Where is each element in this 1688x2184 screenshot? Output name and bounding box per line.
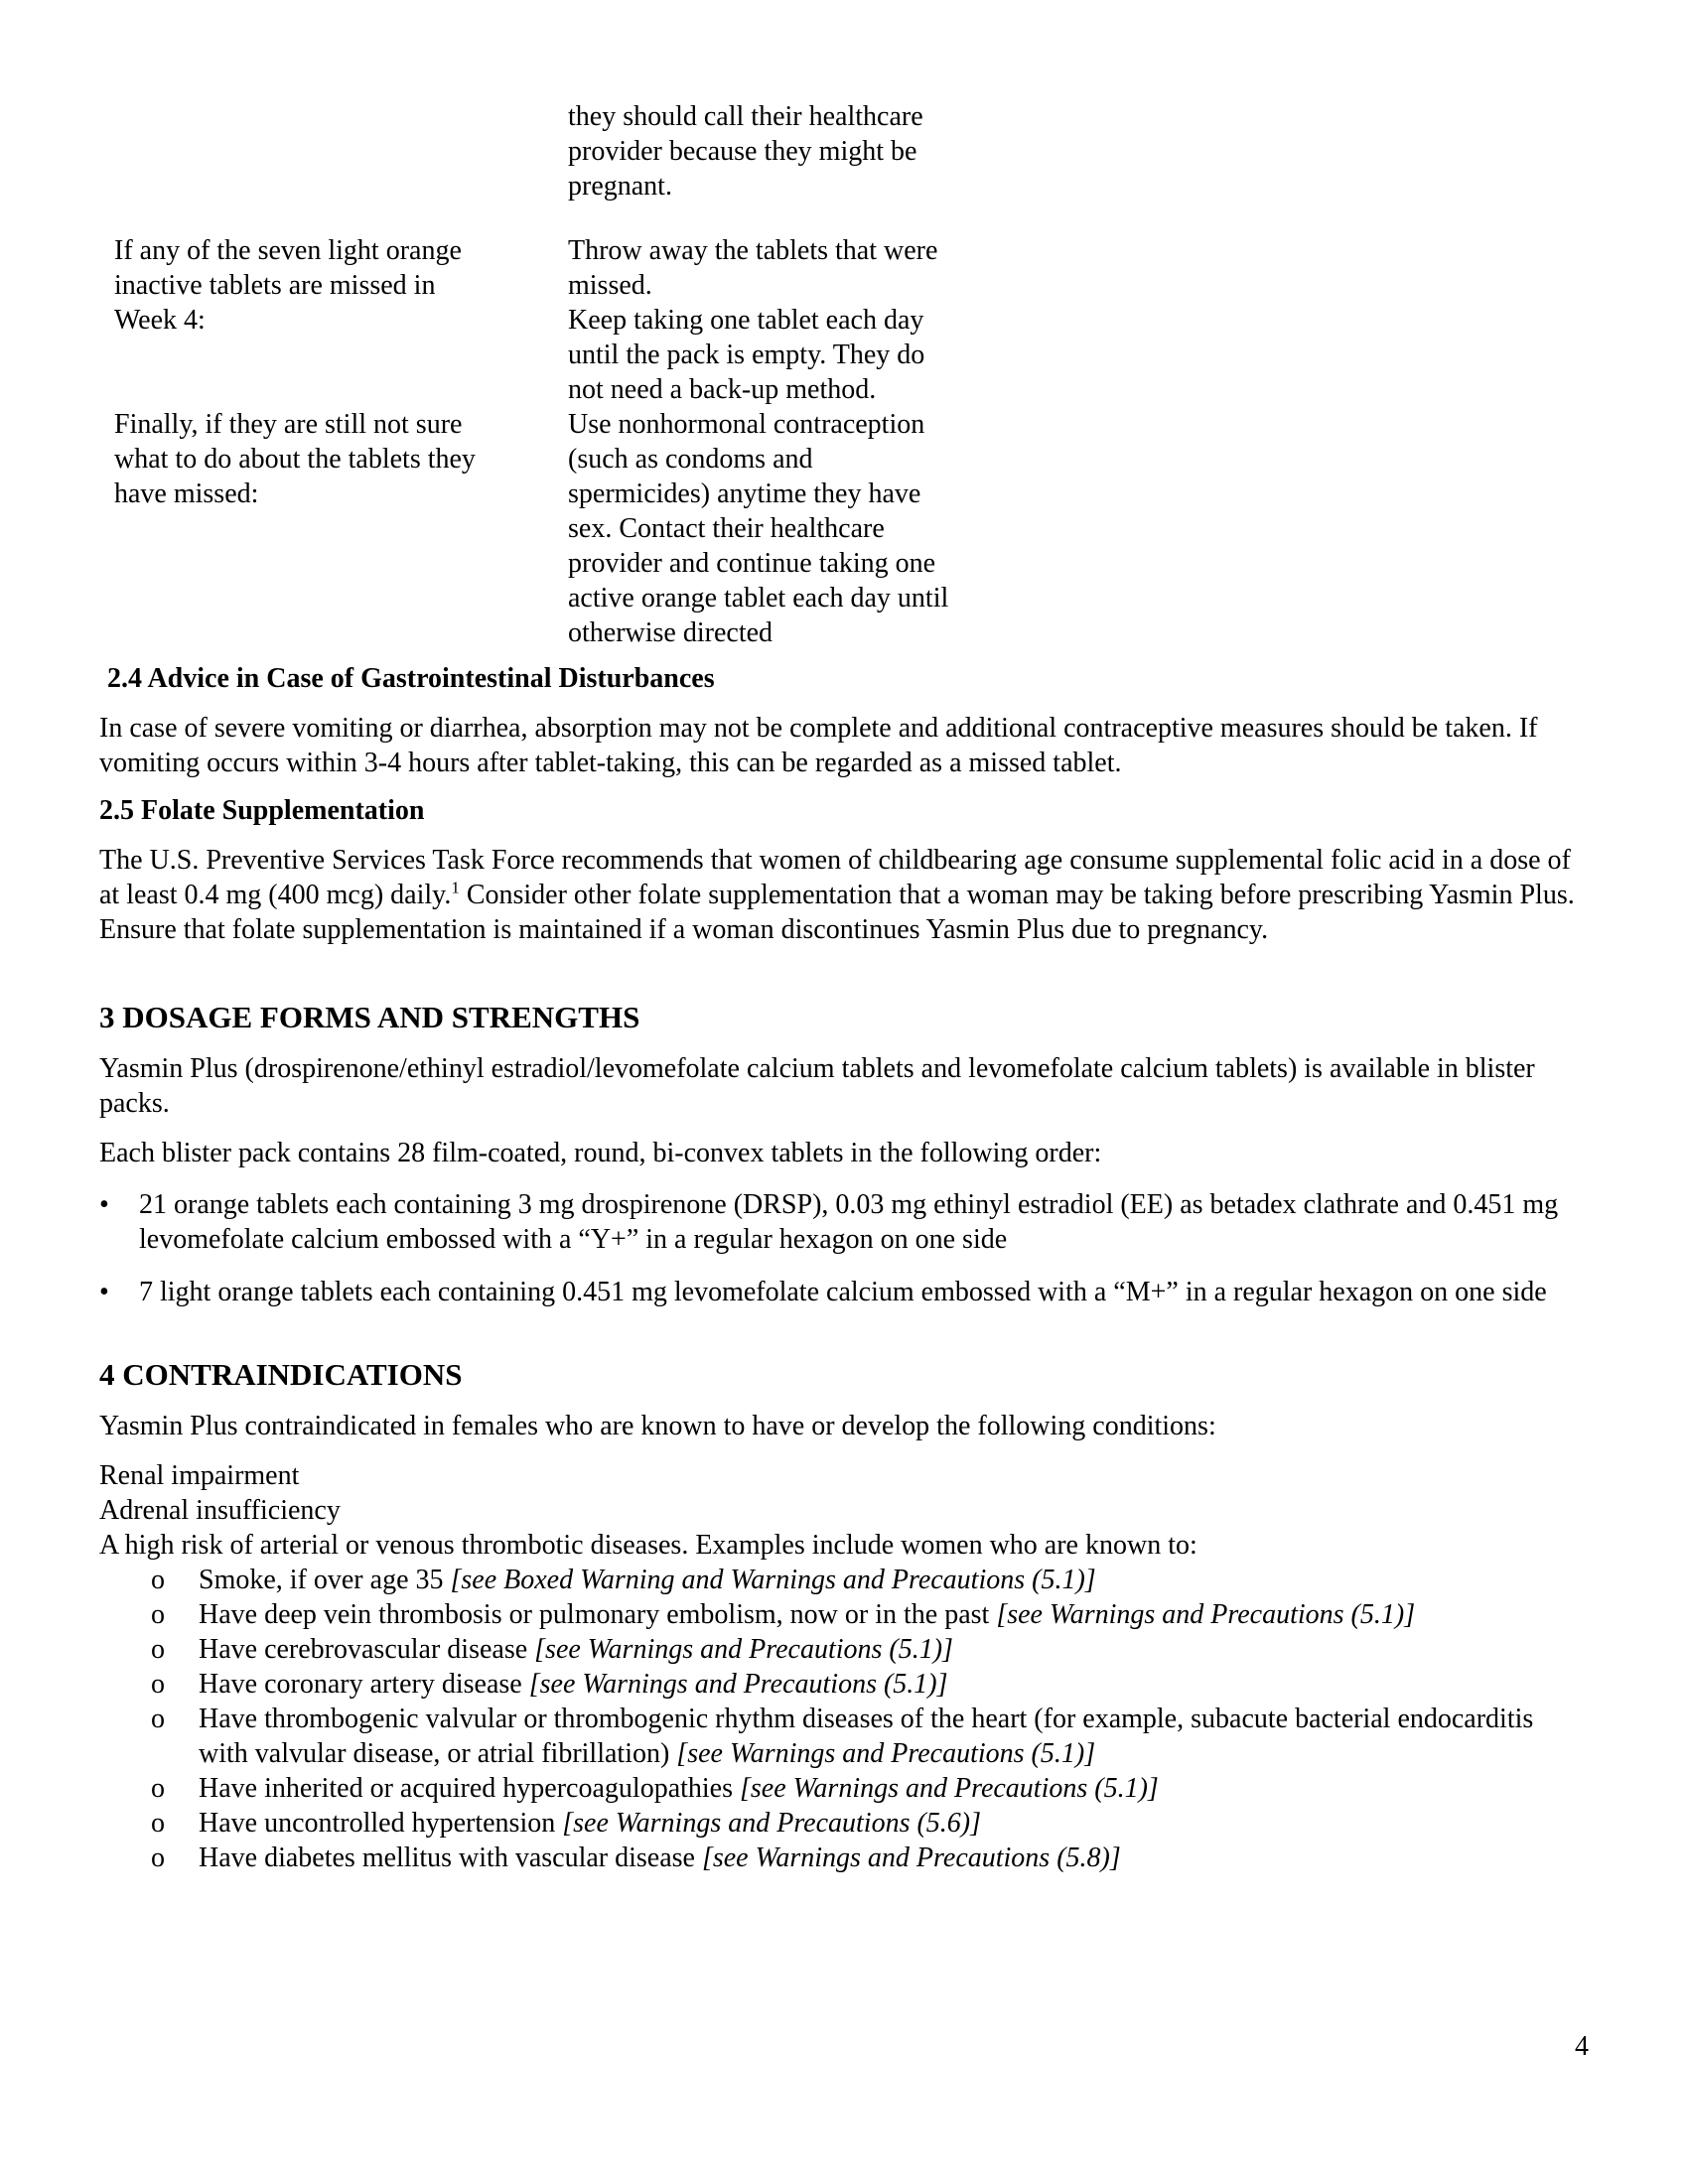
section-4-intro: Yasmin Plus contraindicated in females who are known to have or develop the following conditions: — [99, 1411, 1216, 1441]
list-item — [99, 1667, 1589, 1702]
tablet-bullet-2 — [99, 1275, 1589, 1309]
table-line: provider and continue taking one — [568, 548, 936, 579]
item-text: Have cerebrovascular disease — [199, 1634, 535, 1665]
table-line: Throw away the tablets that were — [568, 235, 938, 266]
table-line: pregnant. — [568, 171, 672, 202]
tablet-bullet-1 — [99, 1187, 1589, 1257]
table-line: provider because they might be — [568, 136, 917, 167]
section-4-heading: 4 CONTRAINDICATIONS — [99, 1357, 463, 1392]
circle-bullet-icon: o — [151, 1808, 165, 1839]
list-item — [99, 1841, 1589, 1875]
condition-item: Adrenal insufficiency — [99, 1495, 341, 1526]
item-reference: [see Warnings and Precautions (5.8)] — [701, 1843, 1121, 1873]
section-2-5-body — [99, 843, 1589, 947]
thrombotic-risk-list — [99, 1563, 1589, 1875]
bullet-icon: • — [99, 1189, 109, 1220]
table-row-1-instructions — [568, 233, 1025, 407]
item-reference: [see Warnings and Precautions (5.1)] — [534, 1634, 953, 1665]
item-text: Have uncontrolled hypertension — [199, 1808, 563, 1839]
table-line: inactive tablets are missed in — [114, 270, 436, 301]
section-2-5-text: Consider other folate supplementation that a woman may be taking before prescribing Yasmin Plus. Ensure that folate supplementation is maintained if a woman discontinues Yasmin Plus due to pregnancy. — [99, 880, 1575, 945]
item-text: Have thrombogenic valvular or thrombogenic rhythm diseases of the heart (for example, subacute bacterial endocarditis with valvular disease, or atrial fibrillation) — [199, 1704, 1534, 1769]
section-3-order: Each blister pack contains 28 film-coated, round, bi-convex tablets in the following order: — [99, 1138, 1102, 1168]
circle-bullet-icon: o — [151, 1843, 165, 1873]
missed-tablet-table — [99, 99, 1589, 661]
bullet-text: 7 light orange tablets each containing 0.451 mg levomefolate calcium embossed with a “M+” in a regular hexagon on one side — [139, 1277, 1547, 1307]
list-item — [99, 1563, 1589, 1597]
footnote-reference: 1 — [451, 878, 460, 897]
condition-list — [99, 1458, 1589, 1563]
list-item — [99, 1806, 1589, 1841]
table-row-2-condition — [114, 407, 531, 511]
table-line: not need a back-up method. — [568, 374, 877, 405]
section-3-heading: 3 DOSAGE FORMS AND STRENGTHS — [99, 1000, 640, 1034]
table-row-2-instructions — [568, 407, 1025, 650]
circle-bullet-icon: o — [151, 1704, 165, 1734]
page-number: 4 — [1575, 2031, 1589, 2062]
table-line: Finally, if they are still not sure — [114, 409, 463, 440]
table-line: active orange tablet each day until — [568, 583, 949, 614]
bullet-icon: • — [99, 1277, 109, 1307]
item-text: Have diabetes mellitus with vascular disease — [199, 1843, 702, 1873]
document-page — [99, 99, 1589, 1875]
section-2-4-heading: 2.4 Advice in Case of Gastrointestinal Disturbances — [107, 663, 715, 694]
table-line: what to do about the tablets they — [114, 444, 476, 475]
list-item — [99, 1702, 1589, 1771]
table-line: sex. Contact their healthcare — [568, 513, 885, 544]
table-line: If any of the seven light orange — [114, 235, 462, 266]
table-line: Use nonhormonal contraception — [568, 409, 925, 440]
table-line: Week 4: — [114, 305, 206, 336]
table-line: (such as condoms and — [568, 444, 813, 475]
table-line: until the pack is empty. They do — [568, 340, 925, 370]
item-reference: [see Warnings and Precautions (5.6)] — [562, 1808, 982, 1839]
condition-item: Renal impairment — [99, 1460, 300, 1491]
condition-item: A high risk of arterial or venous thrombotic diseases. Examples include women who are known to: — [99, 1530, 1197, 1561]
item-reference: [see Warnings and Precautions (5.1)] — [740, 1773, 1159, 1804]
list-item — [99, 1597, 1589, 1632]
table-row-1-condition — [114, 233, 531, 338]
item-text: Have inherited or acquired hypercoagulopathies — [199, 1773, 741, 1804]
section-2-5-text: The U.S. Preventive Services Task Force recommends that women of childbearing age consume supplemental folic acid in a dose of at least 0.4 mg (400 mcg) daily. — [99, 845, 1571, 910]
table-line: otherwise directed — [568, 617, 774, 648]
table-line: missed. — [568, 270, 652, 301]
bullet-text: 21 orange tablets each containing 3 mg drospirenone (DRSP), 0.03 mg ethinyl estradiol (EE) as betadex clathrate and 0.451 mg levomefolate calcium embossed with a “Y+” in a regular hexagon on one side — [139, 1189, 1559, 1255]
list-item — [99, 1632, 1589, 1667]
section-2-4-body: In case of severe vomiting or diarrhea, absorption may not be complete and additional contraceptive measures should be taken. If vomiting occurs within 3-4 hours after tablet-taking, this can be regarded as a missed tablet. — [99, 713, 1538, 778]
item-text: Have coronary artery disease — [199, 1669, 529, 1700]
circle-bullet-icon: o — [151, 1599, 165, 1630]
table-line: have missed: — [114, 478, 259, 509]
circle-bullet-icon: o — [151, 1634, 165, 1665]
table-line: Keep taking one tablet each day — [568, 305, 924, 336]
item-reference: [see Warnings and Precautions (5.1)] — [996, 1599, 1416, 1630]
table-line: they should call their healthcare — [568, 101, 923, 132]
item-reference: [see Warnings and Precautions (5.1)] — [528, 1669, 948, 1700]
table-row-0-instructions — [568, 99, 1025, 204]
list-item — [99, 1771, 1589, 1806]
item-reference: [see Boxed Warning and Warnings and Precautions (5.1)] — [450, 1565, 1096, 1595]
item-text: Have deep vein thrombosis or pulmonary embolism, now or in the past — [199, 1599, 997, 1630]
circle-bullet-icon: o — [151, 1565, 165, 1595]
circle-bullet-icon: o — [151, 1773, 165, 1804]
circle-bullet-icon: o — [151, 1669, 165, 1700]
item-reference: [see Warnings and Precautions (5.1)] — [676, 1738, 1096, 1769]
table-line: spermicides) anytime they have — [568, 478, 921, 509]
section-2-5-heading: 2.5 Folate Supplementation — [99, 795, 425, 826]
item-text: Smoke, if over age 35 — [199, 1565, 451, 1595]
section-3-intro: Yasmin Plus (drospirenone/ethinyl estradiol/levomefolate calcium tablets and levomefolate calcium tablets) is available in blister packs. — [99, 1053, 1535, 1119]
